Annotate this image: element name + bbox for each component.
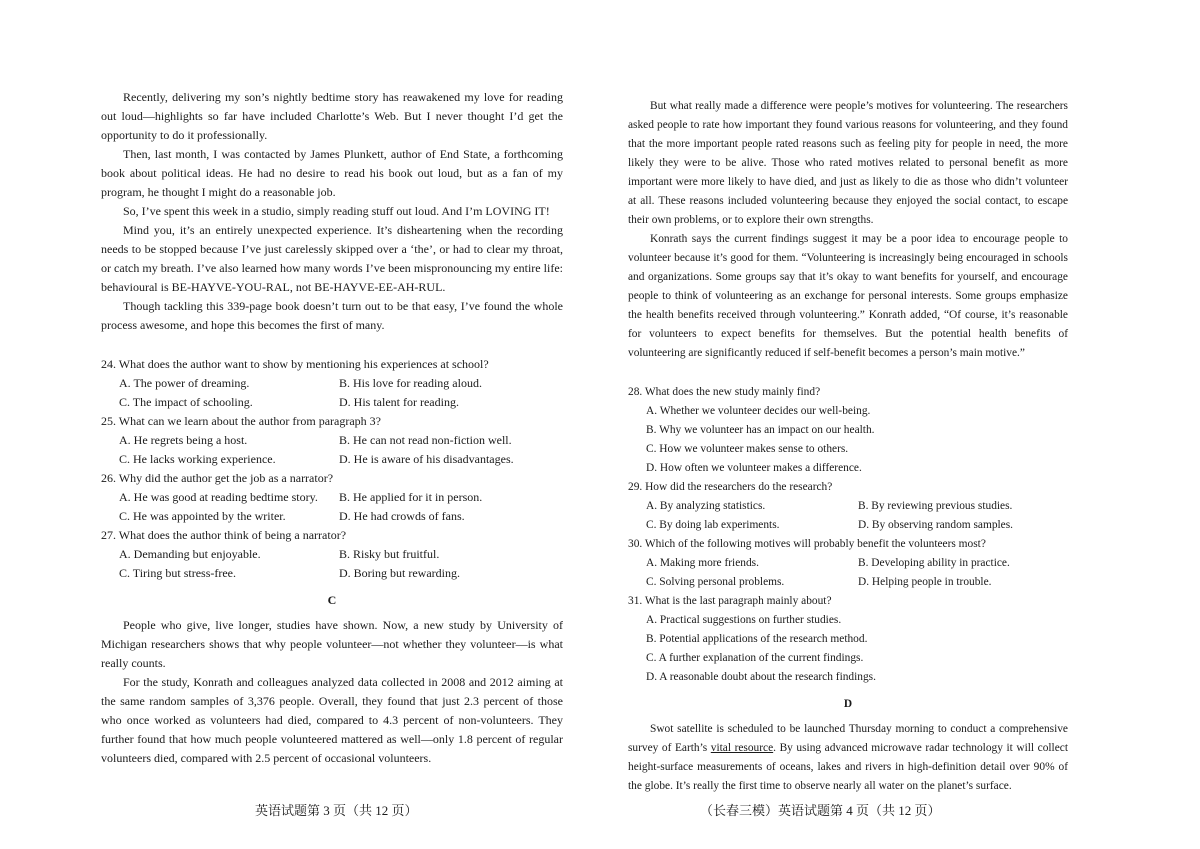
- option-a: A. Demanding but enjoyable.: [119, 547, 261, 561]
- option-b: B. Potential applications of the research method.: [646, 633, 868, 645]
- option-b: B. He applied for it in person.: [339, 490, 483, 504]
- question-stem: 26. Why did the author get the job as a narrator?: [101, 471, 334, 485]
- question-stem: 30. Which of the following motives will probably benefit the volunteers most?: [628, 538, 986, 550]
- question-stem: 25. What can we learn about the author from paragraph 3?: [101, 414, 381, 428]
- question-30: [628, 535, 1068, 592]
- option-a: A. He was good at reading bedtime story.: [119, 490, 318, 504]
- question-27: [101, 526, 563, 583]
- passage-paragraph: Though tackling this 339-page book doesn’t turn out to be that easy, I’ve found the whole process awesome, and hope this becomes the first of many.: [101, 299, 563, 332]
- question-stem: 27. What does the author think of being a narrator?: [101, 528, 347, 542]
- option-c: C. How we volunteer makes sense to others.: [646, 443, 849, 455]
- option-d: D. Boring but rewarding.: [339, 566, 460, 580]
- section-heading-c: C: [327, 593, 337, 607]
- option-b: B. He can not read non-fiction well.: [339, 433, 512, 447]
- option-b: B. His love for reading aloud.: [339, 376, 482, 390]
- option-a: A. Whether we volunteer decides our well-being.: [646, 405, 871, 417]
- option-d: D. His talent for reading.: [339, 395, 459, 409]
- option-d: D. Helping people in trouble.: [858, 576, 992, 588]
- question-stem: 28. What does the new study mainly find?: [628, 386, 821, 398]
- option-b: B. Risky but fruitful.: [339, 547, 440, 561]
- option-a: A. He regrets being a host.: [119, 433, 248, 447]
- question-stem: 24. What does the author want to show by mentioning his experiences at school?: [101, 357, 489, 371]
- option-d: D. By observing random samples.: [858, 519, 1014, 531]
- paragraph-text: . By using advanced microwave radar technology it will collect height-surface measurements of oceans, lakes and rivers in high-definition detail over 90% of the globe. It’s really the first time to observe nearly all water on the planet’s surface.: [628, 742, 1068, 792]
- page-footer-left: 英语试题第 3 页（共 12 页）: [255, 803, 418, 818]
- paragraph-text: Swot satellite is scheduled to be launched Thursday morning to conduct a comprehensive survey of Earth’s: [628, 723, 1068, 754]
- option-a: A. Making more friends.: [646, 557, 759, 569]
- question-stem: 29. How did the researchers do the research?: [628, 481, 833, 493]
- option-a: A. Practical suggestions on further studies.: [646, 614, 842, 626]
- option-c: C. A further explanation of the current findings.: [646, 652, 864, 664]
- passage-paragraph: People who give, live longer, studies have shown. Now, a new study by University of Michigan researchers shows that why people volunteer—not whether they volunteer—is what really counts.: [101, 618, 563, 670]
- option-d: D. He had crowds of fans.: [339, 509, 465, 523]
- question-31: [628, 592, 1068, 687]
- option-d: D. How often we volunteer makes a difference.: [646, 462, 862, 474]
- section-heading-d: D: [843, 698, 853, 710]
- question-29: [628, 478, 1068, 535]
- option-c: C. By doing lab experiments.: [646, 519, 780, 531]
- passage-paragraph: So, I’ve spent this week in a studio, simply reading stuff out loud. And I’m LOVING IT!: [123, 204, 550, 218]
- question-26: [101, 469, 563, 526]
- option-d: D. He is aware of his disadvantages.: [339, 452, 514, 466]
- option-a: A. By analyzing statistics.: [646, 500, 766, 512]
- option-a: A. The power of dreaming.: [119, 376, 250, 390]
- left-column: [101, 88, 563, 768]
- question-25: [101, 412, 563, 469]
- passage-paragraph: [628, 720, 1068, 796]
- option-c: C. He was appointed by the writer.: [119, 509, 286, 523]
- option-d: D. A reasonable doubt about the research findings.: [646, 671, 876, 683]
- option-b: B. By reviewing previous studies.: [858, 500, 1013, 512]
- passage-paragraph: Recently, delivering my son’s nightly bedtime story has reawakened my love for reading out loud—highlights so far have included Charlotte’s Web. But I never thought I’d get the opportunity to do it professionally.: [101, 90, 563, 142]
- option-b: B. Why we volunteer has an impact on our health.: [646, 424, 875, 436]
- option-c: C. Solving personal problems.: [646, 576, 785, 588]
- page-footer-right: （长春三模）英语试题第 4 页（共 12 页）: [700, 803, 941, 818]
- passage-paragraph: But what really made a difference were people’s motives for volunteering. The researchers asked people to rate how important they found various reasons for volunteering, and they found that the more important people rated reasons such as feeling pity for people in need, the more likely they were to be alive. Those who rated motives related to personal benefit as more important were more likely to have died, and just as likely to die as those who didn’t volunteer at all. These reasons included volunteering because they enjoyed the social contact, to escape their own problems, or to explore their own strengths.: [628, 100, 1068, 226]
- passage-paragraph: Then, last month, I was contacted by James Plunkett, author of End State, a forthcoming book about political ideas. He had no desire to read his book out loud, but as a fan of my program, he thought I might do a reasonable job.: [101, 147, 563, 199]
- underlined-phrase: vital resource: [710, 742, 774, 754]
- passage-paragraph: For the study, Konrath and colleagues analyzed data collected in 2008 and 2012 aiming at the same random samples of 3,376 people. Overall, they found that just 2.3 percent of those who once worked as volunteers had died, compared to 4.3 percent of non-volunteers. They further found that how much people volunteered mattered as well—only 1.8 percent of regular volunteers died, compared with 2.5 percent of occasional volunteers.: [101, 675, 563, 765]
- question-24: [101, 355, 563, 412]
- question-stem: 31. What is the last paragraph mainly about?: [628, 595, 832, 607]
- question-28: [628, 383, 1068, 478]
- right-column: [628, 97, 1068, 796]
- passage-paragraph: Mind you, it’s an entirely unexpected experience. It’s disheartening when the recording needs to be stopped because I’ve just carelessly skipped over a ‘the’, or had to clear my throat, or catch my breath. I’ve also learned how many words I’ve been mispronouncing my entire life: behavioural is BE-HAYVE-YOU-RAL, not BE-HAYVE-EE-AH-RUL.: [101, 223, 563, 294]
- option-b: B. Developing ability in practice.: [858, 557, 1010, 569]
- passage-paragraph: Konrath says the current findings suggest it may be a poor idea to encourage people to volunteer because it’s good for them. “Volunteering is increasingly being encouraged in schools and organizations. Some groups say that it’s okay to want benefits for yourself, and encourage people to think of volunteering as an exchange for personal interests. Some groups emphasize the health benefits received through volunteering.” Konrath added, “Of course, it’s reasonable for volunteers to expect benefits for themselves. But the potential health benefits of volunteering are significantly reduced if self-benefit becomes a person’s main motive.”: [628, 233, 1068, 359]
- option-c: C. Tiring but stress-free.: [119, 566, 236, 580]
- option-c: C. The impact of schooling.: [119, 395, 253, 409]
- option-c: C. He lacks working experience.: [119, 452, 276, 466]
